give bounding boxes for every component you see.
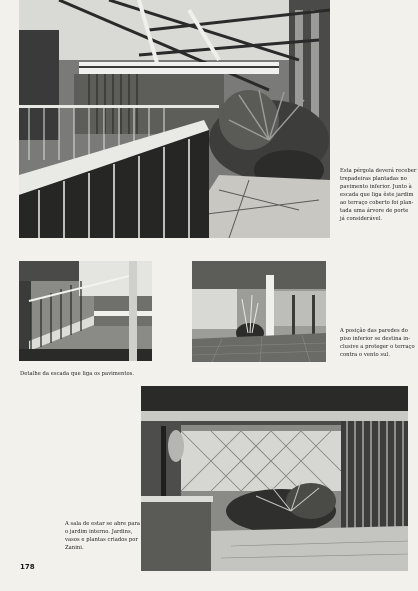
caption-living-room: A sala de estar se abre para o jardim interno. Jardins, vasos e plantas criados por Zanini. xyxy=(65,521,141,551)
caption-stair: Detalhe da escada que liga os pavimentos. xyxy=(20,371,135,377)
caption-pergola: Esta pérgola deverá receber trepadeiras plantadas no pavimento inferior. Junto à escada que liga êste jardim ao terraço coberto foi plan- tada uma árvore de porte já considerável. xyxy=(340,168,417,222)
photo-terrace-garden xyxy=(19,0,330,238)
page-number: 178 xyxy=(20,563,35,571)
photo-living-room xyxy=(141,386,408,571)
photo-lower-floor xyxy=(192,261,326,362)
caption-walls: A posição das paredes do piso inferior se destina in- clusive a proteger o terraço contra o vento sul. xyxy=(340,328,415,358)
photo-staircase xyxy=(19,261,152,361)
